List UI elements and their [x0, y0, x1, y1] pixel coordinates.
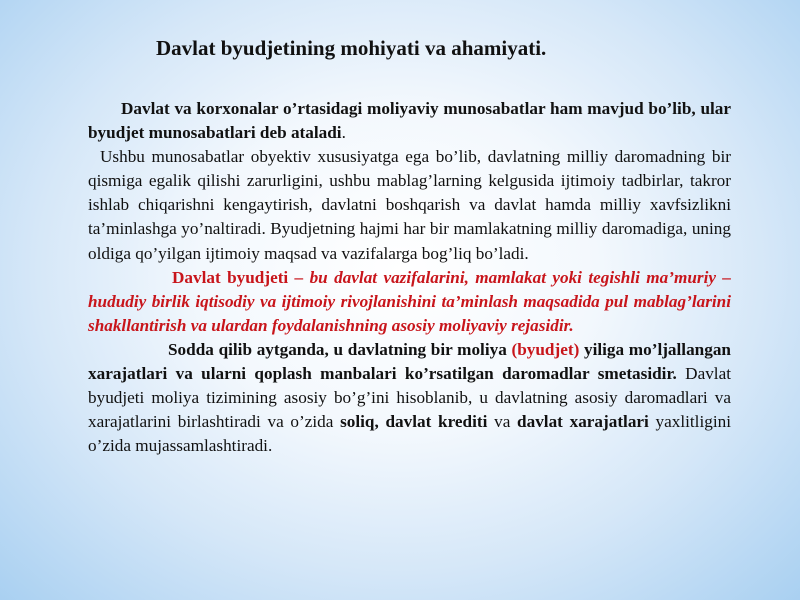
- budget-relations-text: Davlat va korxonalar o’rtasidagi moliyaviy munosabatlar ham mavjud bo’lib, ular byudjet munosabatlari deb ataladi: [88, 99, 731, 143]
- budget-relations-period: .: [341, 123, 346, 143]
- summary-text-2: va: [487, 412, 518, 432]
- summary-highlight: (byudjet): [511, 339, 580, 359]
- summary-term-1: soliq, davlat krediti: [340, 412, 488, 432]
- slide-body: [88, 97, 731, 458]
- slide-title: Davlat byudjetining mohiyati va ahamiyati.: [156, 36, 547, 60]
- paragraph-budget-definition: [88, 266, 731, 338]
- paragraph-budget-summary: [88, 338, 731, 458]
- summary-lead: Sodda qilib aytganda, u davlatning bir moliya: [168, 339, 512, 359]
- summary-term-2: davlat xarajatlari: [517, 412, 649, 432]
- summary-text-3: yaxlitligini o’zida mujassamlashtiradi.: [88, 412, 731, 456]
- paragraph-relations-description: Ushbu munosabatlar obyektiv xususiyatga ega bo’lib, davlatning milliy daromadning bir qismiga egalik qilishi zarurligini, ushbu mablag’larning kelgusida ijtimoiy tadbirlar, takror ishlab chiqarishni kengaytirish, davlatni boshqarish va davlat hamda milliy xavfsizlikni ta’minlashga yo’naltiradi. Byudjetning hajmi har bir mamlakatning milliy daromadiga, uning oldiga qo’yilgan ijtimoiy maqsad va vazifalarga bog’liq bo’ladi.: [88, 147, 731, 263]
- summary-bold-rest: yiliga mo’ljallangan xarajatlari va ularni qoplash manbalari ko’rsatilgan daromadlar smetasidir.: [88, 339, 731, 384]
- definition-term: Davlat byudjeti: [172, 267, 289, 287]
- paragraph-budget-relations: [88, 97, 731, 145]
- summary-text-1: Davlat byudjeti moliya tizimining asosiy bo’g’ini hisoblanib, u davlatning asosiy daromadlari va xarajatlarini birlashtiradi va o’zida: [88, 364, 731, 432]
- definition-text: – bu davlat vazifalarini, mamlakat yoki tegishli ma’muriy – hududiy birlik iqtisodiy va ijtimoiy rivojlanishini ta’minlash maqsadida pul mablag’larini shakllantirish va ulardan foydalanishning asosiy moliyaviy rejasidir.: [88, 267, 731, 335]
